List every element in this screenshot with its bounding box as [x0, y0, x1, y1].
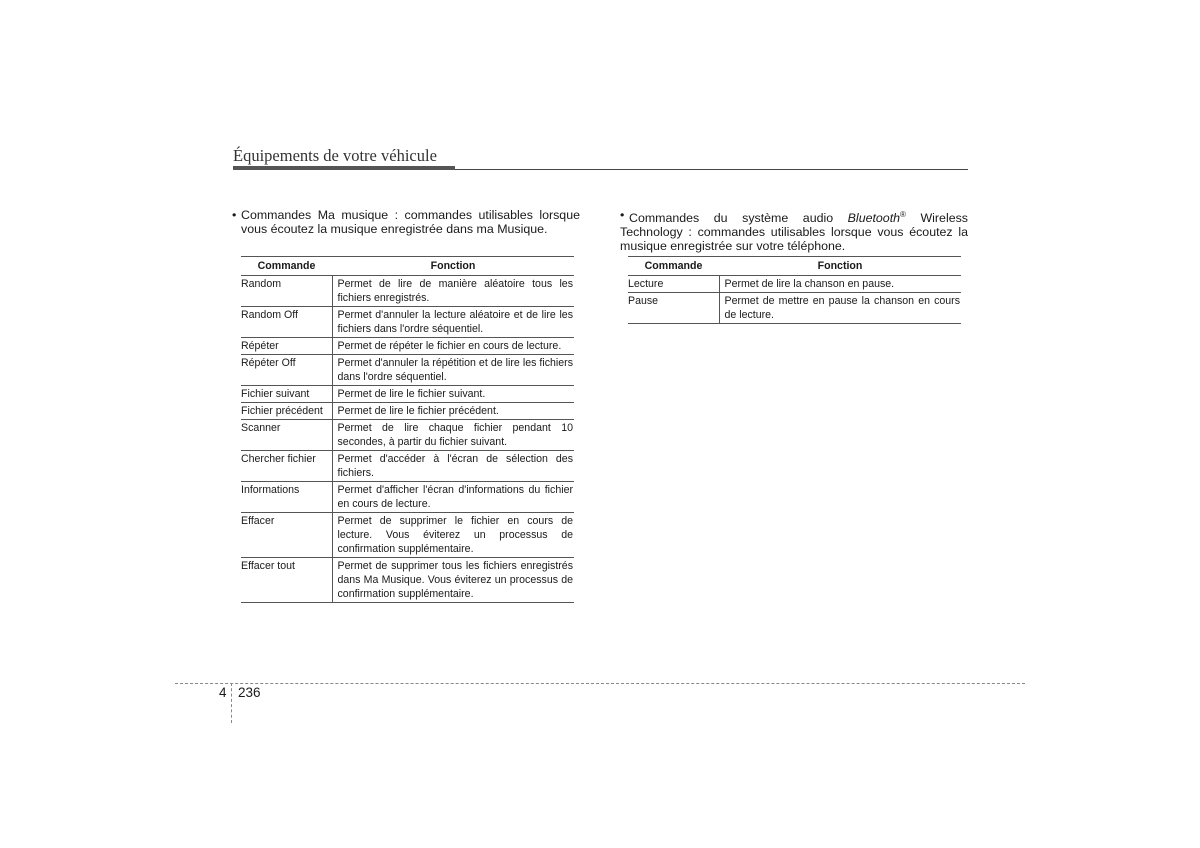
table-row: [241, 451, 574, 482]
header-rule-thin: [455, 169, 968, 170]
right-column: [620, 208, 968, 253]
left-intro-line-2: vous écoutez la musique enregistrée dans ma Musique.: [241, 222, 548, 236]
function-cell: Permet de lire le fichier suivant.: [332, 386, 574, 403]
footer-rule: [175, 683, 1025, 684]
right-intro: [620, 208, 968, 253]
command-cell: Répéter: [241, 338, 332, 355]
header-rule-thick: [233, 166, 455, 170]
my-music-commands-table: [241, 256, 574, 603]
column-header-command: Commande: [628, 257, 719, 276]
registered-mark: ®: [900, 210, 906, 219]
table-row: [241, 482, 574, 513]
table-row: [241, 420, 574, 451]
command-cell: Pause: [628, 293, 719, 324]
table-row: [241, 513, 574, 558]
function-cell: Permet de lire chaque fichier pendant 10 secondes, à partir du fichier suivant.: [332, 420, 574, 451]
bullet: •: [620, 208, 625, 222]
function-cell: Permet d'annuler la lecture aléatoire et de lire les fichiers dans l'ordre séquentiel.: [332, 307, 574, 338]
table-row: [241, 276, 574, 307]
command-cell: Informations: [241, 482, 332, 513]
table-row: [241, 558, 574, 603]
right-intro-line-1: Commandes du système audio Bluetooth® Wireless: [629, 210, 968, 226]
column-header-function: Fonction: [332, 257, 574, 276]
bluetooth-brand: Bluetooth: [847, 211, 901, 226]
table-row: [241, 338, 574, 355]
column-header-function: Fonction: [719, 257, 961, 276]
command-cell: Répéter Off: [241, 355, 332, 386]
table-row: [241, 403, 574, 420]
chapter-number: 4: [219, 685, 227, 700]
function-cell: Permet d'annuler la répétition et de lire les fichiers dans l'ordre séquentiel.: [332, 355, 574, 386]
page-number-divider: [231, 683, 232, 723]
command-cell: Scanner: [241, 420, 332, 451]
column-header-command: Commande: [241, 257, 332, 276]
function-cell: Permet de lire le fichier précédent.: [332, 403, 574, 420]
left-column: [232, 208, 580, 236]
command-cell: Effacer: [241, 513, 332, 558]
bullet: •: [232, 208, 237, 222]
command-cell: Fichier suivant: [241, 386, 332, 403]
right-intro-line-2: Technology : commandes utilisables lorsque vous écoutez la: [620, 225, 968, 240]
function-cell: Permet de lire de manière aléatoire tous les fichiers enregistrés.: [332, 276, 574, 307]
right-intro-line-3: musique enregistrée sur votre téléphone.: [620, 239, 846, 254]
function-cell: Permet de supprimer tous les fichiers enregistrés dans Ma Musique. Vous éviterez un processus de confirmation supplémentaire.: [332, 558, 574, 603]
table-row: [628, 293, 961, 324]
bluetooth-commands-table: [628, 256, 961, 324]
left-intro-line-1: Commandes Ma musique : commandes utilisables lorsque: [241, 208, 580, 222]
command-cell: Random: [241, 276, 332, 307]
command-cell: Chercher fichier: [241, 451, 332, 482]
function-cell: Permet d'accéder à l'écran de sélection des fichiers.: [332, 451, 574, 482]
function-cell: Permet de lire la chanson en pause.: [719, 276, 961, 293]
table-row: [241, 355, 574, 386]
function-cell: Permet de répéter le fichier en cours de lecture.: [332, 338, 574, 355]
command-cell: Effacer tout: [241, 558, 332, 603]
table-row: [241, 307, 574, 338]
command-cell: Random Off: [241, 307, 332, 338]
function-cell: Permet d'afficher l'écran d'informations du fichier en cours de lecture.: [332, 482, 574, 513]
command-cell: Fichier précédent: [241, 403, 332, 420]
page-number: 236: [238, 685, 261, 700]
table-row: [241, 386, 574, 403]
function-cell: Permet de supprimer le fichier en cours de lecture. Vous éviterez un processus de confirmation supplémentaire.: [332, 513, 574, 558]
command-cell: Lecture: [628, 276, 719, 293]
table-row: [628, 276, 961, 293]
function-cell: Permet de mettre en pause la chanson en cours de lecture.: [719, 293, 961, 324]
left-intro: [232, 208, 580, 236]
section-title: Équipements de votre véhicule: [233, 146, 437, 165]
